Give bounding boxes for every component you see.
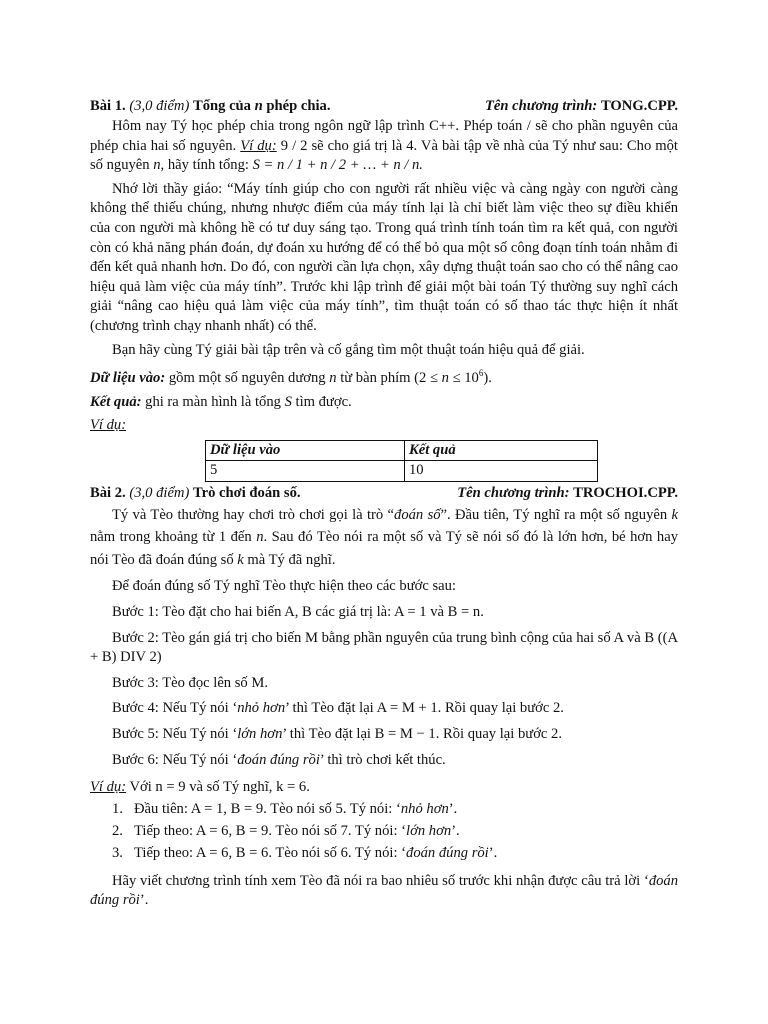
problem-2-paragraph-1: Tý và Tèo thường hay chơi trò chơi gọi là trò “đoán số”. Đầu tiên, Tý nghĩ ra một số nguyên k nằm trong khoảng từ 1 đến n. Sau đó Tèo nói ra một số và Tý sẽ nói số đó là lớn hơn, bé hơn hay nói Tèo đã đoán đúng số k mà Tý đã nghĩ. — [90, 506, 678, 568]
problem-2-final-paragraph: Hãy viết chương trình tính xem Tèo đã nói ra bao nhiêu số trước khi nhận được câu trả lời ‘đoán đúng rồi’. — [90, 872, 678, 909]
list-item: 2. Tiếp theo: A = 6, B = 9. Tèo nói số 7. Tý nói: ‘lớn hơn’. — [112, 822, 460, 839]
table-cell: 5 — [206, 461, 405, 482]
problem-2-paragraph-2: Để đoán đúng số Tý nghĩ Tèo thực hiện theo các bước sau: — [112, 578, 456, 595]
table-header-row — [206, 440, 598, 461]
problem-2-step-3: Bước 3: Tèo đọc lên số M. — [112, 674, 269, 691]
problem-1-paragraph-2: Nhớ lời thầy giáo: “Máy tính giúp cho con người rất nhiều việc và càng ngày con người càng không thể thiếu chúng, nhưng nhược điểm của máy tính lại là chỉ biết làm việc theo sự điều khiển của con người mà không hề có tư duy sáng tạo. Trong quá trình tính toán tìm ra kết quả, con người còn có khả năng phán đoán, dự đoán xu hướng để có thể bỏ qua một số công đoạn tính toán nhằm đi đến kết quả nhanh hơn. Do đó, con người cần lựa chọn, xây dựng thuật toán sao cho có thể nâng cao hiệu quả làm việc của máy tính”. Trước khi lập trình để giải một bài toán Tý thường suy nghĩ cách giải “nâng cao hiệu quả làm việc của máy tính”, tìm thuật toán có số thao tác thực hiện ít nhất (chương trình chạy nhanh nhất) có thể. — [90, 180, 678, 334]
list-item: 1. Đầu tiên: A = 1, B = 9. Tèo nói số 5. Tý nói: ‘nhỏ hơn’. — [112, 800, 458, 817]
problem-2-step-2: Bước 2: Tèo gán giá trị cho biến M bằng phần nguyên của trung bình cộng của hai số A và B ((A + B) DIV 2) — [90, 629, 678, 666]
problem-2-step-4: Bước 4: Nếu Tý nói ‘nhỏ hơn’ thì Tèo đặt lại A = M + 1. Rồi quay lại bước 2. — [112, 700, 564, 717]
problem-1-paragraph-1: Hôm nay Tý học phép chia trong ngôn ngữ lập trình C++. Phép toán / sẽ cho phần nguyên của phép chia hai số nguyên. Ví dụ: 9 / 2 sẽ cho giá trị là 4. Và bài tập về nhà của Tý như sau: Cho một số nguyên n, hãy tính tổng: S = n / 1 + n / 2 + … + n / n. — [90, 118, 678, 174]
table-row — [206, 461, 598, 482]
problem-2-heading — [90, 484, 678, 504]
problem-2-program-name: Tên chương trình: TROCHOI.CPP. — [457, 484, 678, 501]
problem-1-heading — [90, 97, 678, 117]
problem-2-example: Ví dụ: Với n = 9 và số Tý nghĩ, k = 6. — [90, 779, 310, 796]
problem-2-title: Bài 2. (3,0 điểm) Trò chơi đoán số. — [90, 484, 301, 501]
table-header-input: Dữ liệu vào — [206, 440, 405, 461]
problem-1-example-table — [205, 440, 598, 482]
problem-2-step-1: Bước 1: Tèo đặt cho hai biến A, B các giá trị là: A = 1 và B = n. — [112, 604, 484, 621]
problem-1-example-label: Ví dụ: — [90, 417, 127, 434]
table-cell: 10 — [405, 461, 598, 482]
problem-1-program-name: Tên chương trình: TONG.CPP. — [485, 98, 678, 114]
problem-1-input-spec: Dữ liệu vào: gồm một số nguyên dương n từ bàn phím $(2 \le n \le 10^6)$. — [90, 368, 492, 386]
problem-2-step-5: Bước 5: Nếu Tý nói ‘lớn hơn’ thì Tèo đặt lại B = M − 1. Rồi quay lại bước 2. — [112, 726, 562, 743]
problem-1-title: Bài 1. (3,0 điểm) Tổng của n phép chia. — [90, 98, 331, 114]
problem-2-step-6: Bước 6: Nếu Tý nói ‘đoán đúng rồi’ thì trò chơi kết thúc. — [112, 751, 446, 768]
problem-2-example-list — [90, 800, 678, 866]
problem-1-output-spec: Kết quả: ghi ra màn hình là tổng S tìm được. — [90, 393, 352, 410]
problem-1-paragraph-3: Bạn hãy cùng Tý giải bài tập trên và cố gắng tìm một thuật toán hiệu quả để giải. — [112, 341, 585, 358]
table-header-output: Kết quả — [405, 440, 598, 461]
list-item: 3. Tiếp theo: A = 6, B = 6. Tèo nói số 6. Tý nói: ‘đoán đúng rồi’. — [112, 844, 498, 861]
